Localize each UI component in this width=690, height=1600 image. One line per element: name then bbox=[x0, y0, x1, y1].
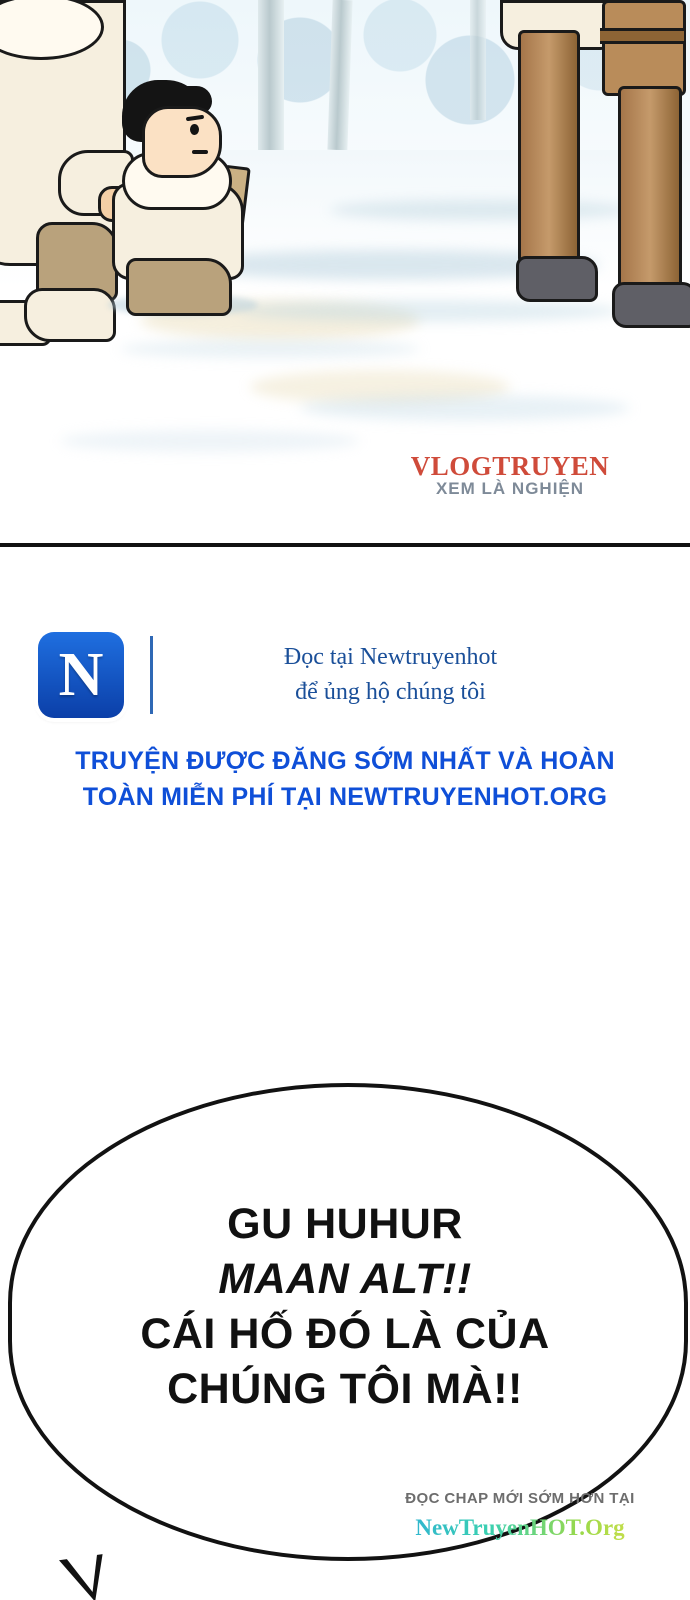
snowy-forest-panel bbox=[0, 0, 690, 543]
tree-trunk bbox=[470, 0, 486, 120]
logo-letter: N bbox=[58, 641, 104, 709]
promo-row bbox=[38, 629, 598, 721]
ground-shadow bbox=[300, 395, 630, 421]
eye bbox=[190, 124, 199, 135]
bottom-watermark bbox=[370, 1490, 670, 1541]
character-right-standing bbox=[500, 0, 690, 320]
character-boy-kneeling bbox=[108, 80, 268, 340]
promo-text-line-1: Đọc tại Newtruyenhot bbox=[283, 644, 498, 671]
watermark-title: VLOGTRUYEN bbox=[410, 451, 610, 481]
bag-strap bbox=[600, 28, 684, 44]
watermark-subtitle: XEM LÀ NGHIỆN bbox=[435, 479, 585, 499]
dialogue-line-1: GU HUHUR bbox=[227, 1200, 463, 1248]
ground-shadow bbox=[120, 340, 420, 358]
trouser-leg bbox=[518, 30, 580, 272]
promo-banner bbox=[14, 743, 676, 816]
balloon-dialogue bbox=[60, 1197, 630, 1417]
face bbox=[142, 106, 222, 178]
leg bbox=[126, 258, 232, 316]
mouth bbox=[192, 150, 208, 154]
promo-text-line-2: để ủng hộ chúng tôi bbox=[295, 679, 486, 705]
vertical-divider bbox=[150, 636, 153, 714]
promo-text bbox=[183, 640, 598, 710]
ground-shadow bbox=[60, 430, 360, 452]
promo-banner-line-1: TRUYỆN ĐƯỢC ĐĂNG SỚM NHẤT VÀ HOÀN bbox=[75, 747, 615, 775]
promo-panel bbox=[0, 547, 690, 1057]
dialogue-line-3: CÁI HỐ ĐÓ LÀ CỦA bbox=[140, 1310, 550, 1359]
dialogue-line-4: CHÚNG TÔI MÀ!! bbox=[167, 1365, 523, 1414]
vlogtruyen-watermark bbox=[390, 452, 630, 498]
newtruyenhot-logo bbox=[38, 632, 124, 718]
shoulder-bag bbox=[602, 0, 686, 96]
boot bbox=[516, 256, 598, 302]
boot bbox=[24, 288, 116, 342]
promo-banner-line-2: TOÀN MIỄN PHÍ TẠI NEWTRUYENHOT.ORG bbox=[82, 783, 608, 812]
bottom-watermark-line-2: NewTruyenHOT.Org bbox=[370, 1515, 670, 1541]
dialogue-line-2: MAAN ALT!! bbox=[218, 1255, 472, 1304]
boot bbox=[612, 282, 690, 328]
bottom-watermark-line-1: ĐỌC CHAP MỚI SỚM HƠN TẠI bbox=[405, 1490, 635, 1507]
balloon-tail-inner bbox=[66, 1553, 103, 1595]
trouser-leg bbox=[618, 86, 682, 302]
